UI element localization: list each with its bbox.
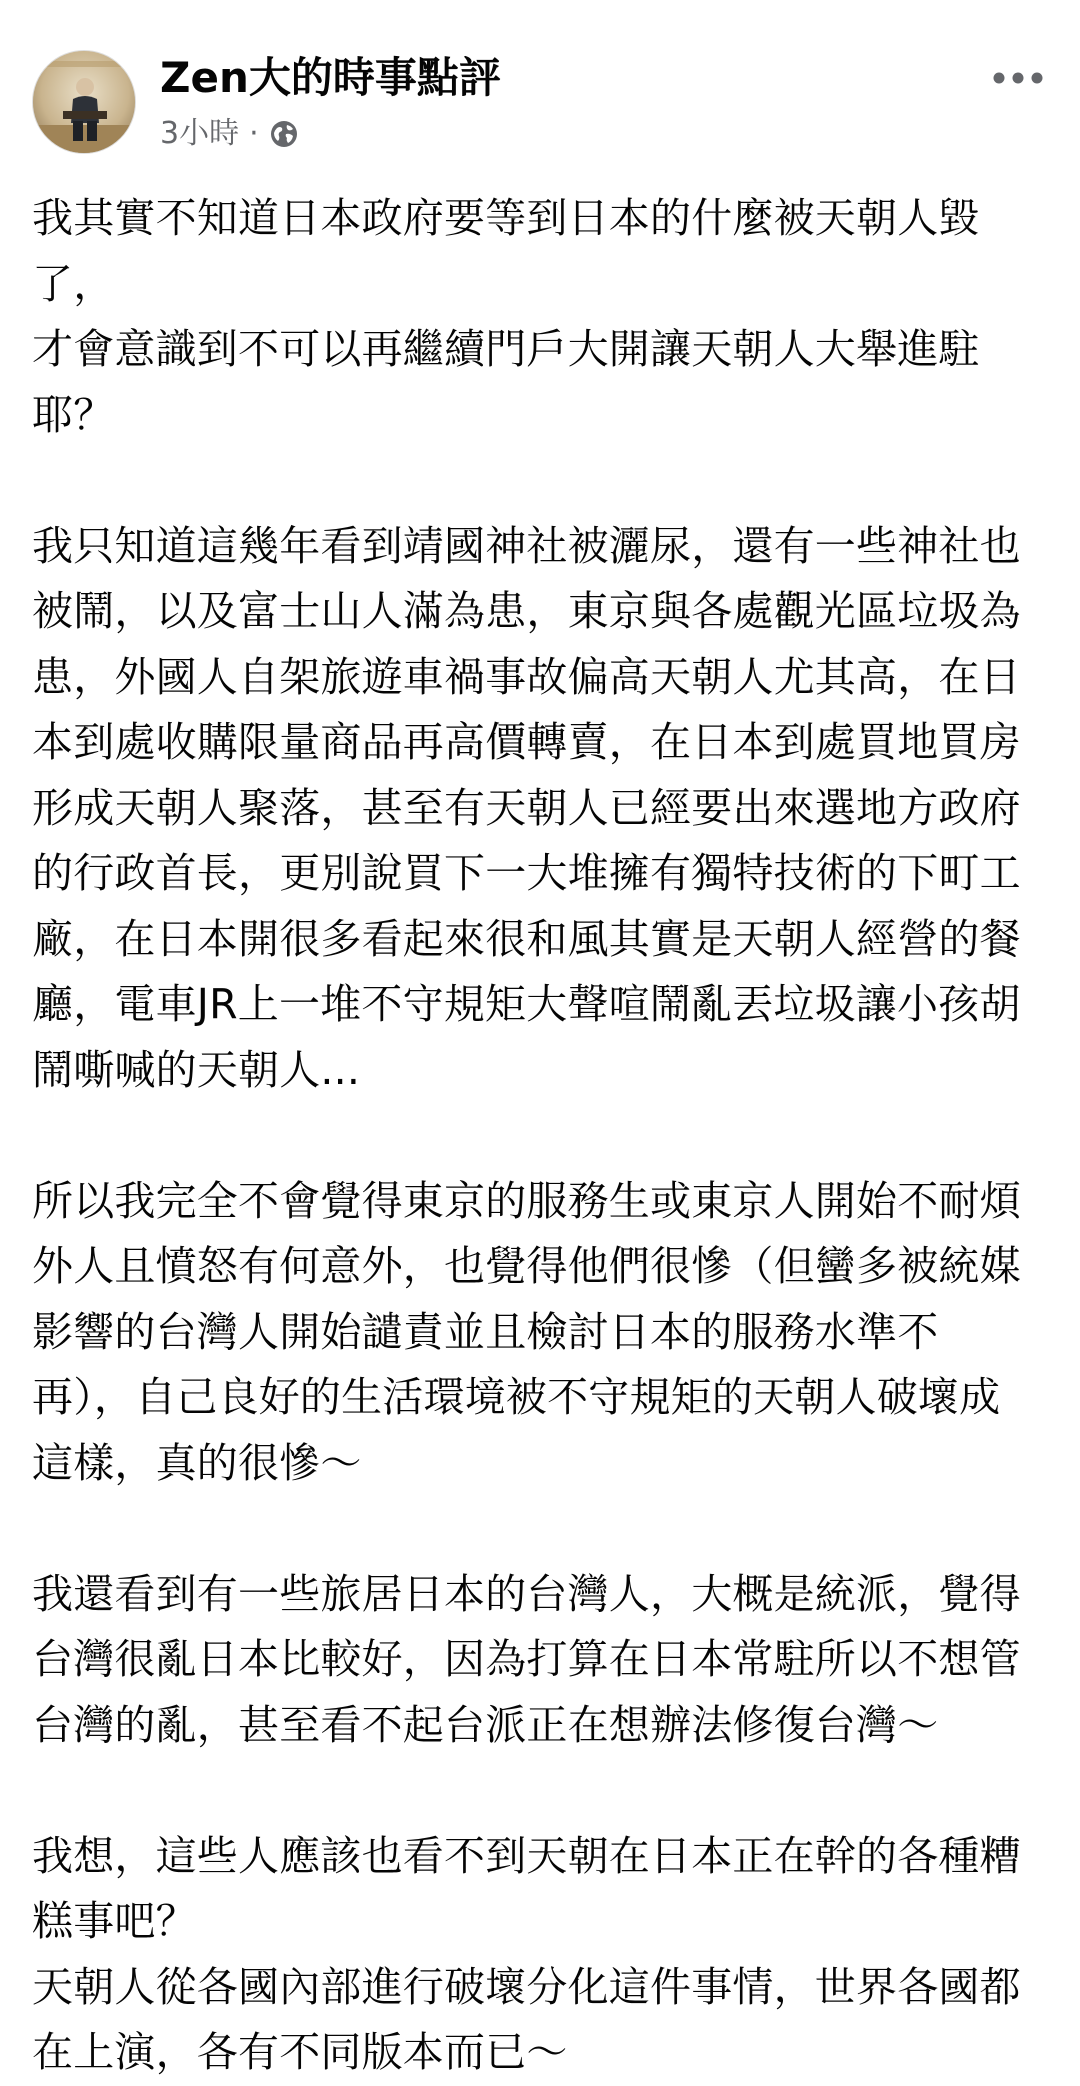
post-paragraph <box>32 514 1048 1104</box>
post-text-line: 我只知道這幾年看到靖國神社被灑尿，還有一些神社也 <box>32 521 1021 570</box>
post-text-line: 耶？ <box>32 390 115 439</box>
author-name[interactable]: Zen大的時事點評 <box>160 53 501 102</box>
post-text-line: 形成天朝人聚落，甚至有天朝人已經要出來選地方政府 <box>32 783 1021 832</box>
post-text-line: 鬧嘶喊的天朝人... <box>32 1045 361 1094</box>
post-body <box>32 186 1048 2086</box>
post-paragraph <box>32 1169 1048 1497</box>
post-text-line: 台灣的亂，甚至看不起台派正在想辦法修復台灣～ <box>32 1700 939 1749</box>
post-header <box>32 50 1048 160</box>
post-text-line: 我想，這些人應該也看不到天朝在日本正在幹的各種糟 <box>32 1831 1021 1880</box>
post-text-line: 才會意識到不可以再繼續門戶大開讓天朝人大舉進駐 <box>32 325 980 373</box>
author-avatar[interactable] <box>32 50 136 154</box>
post-text-line: 廠，在日本開很多看起來很和風其實是天朝人經營的餐 <box>32 914 1021 963</box>
more-options-icon <box>992 71 1044 85</box>
post-paragraph <box>32 1562 1048 1759</box>
more-options-button[interactable] <box>988 58 1048 98</box>
post-meta <box>160 114 299 154</box>
post-paragraph <box>32 186 1048 448</box>
meta-separator: · <box>249 116 259 151</box>
post-text-line: 影響的台灣人開始譴責並且檢討日本的服務水準不 <box>32 1307 939 1356</box>
post-text-line: 患，外國人自架旅遊車禍事故偏高天朝人尤其高，在日 <box>32 652 1021 701</box>
post-text-line: 我其實不知道日本政府要等到日本的什麼被天朝人毀 <box>32 194 980 242</box>
post-text-line: 了， <box>32 259 115 308</box>
post-text-line: 台灣很亂日本比較好，因為打算在日本常駐所以不想管 <box>32 1635 1021 1683</box>
post-text-line: 天朝人從各國內部進行破壞分化這件事情，世界各國都 <box>32 1962 1021 2011</box>
post-text-line: 這樣，真的很慘～ <box>32 1438 362 1487</box>
post-text-line: 廳，電車JR上一堆不守規矩大聲喧鬧亂丟垃圾讓小孩胡 <box>32 980 1021 1028</box>
post-text-line: 糕事吧？ <box>32 1897 197 1945</box>
post-timestamp[interactable]: 3小時 <box>160 116 240 151</box>
post-text-line: 我還看到有一些旅居日本的台灣人，大概是統派，覺得 <box>32 1569 1021 1618</box>
post-paragraph <box>32 1824 1048 2086</box>
post-text-line: 外人且憤怒有何意外，也覺得他們很慘（但蠻多被統媒 <box>32 1242 1021 1290</box>
post-text-line: 被鬧，以及富士山人滿為患，東京與各處觀光區垃圾為 <box>32 587 1021 635</box>
post-text-line: 本到處收購限量商品再高價轉賣，在日本到處買地買房 <box>32 718 1021 766</box>
post-text-line: 所以我完全不會覺得東京的服務生或東京人開始不耐煩 <box>32 1176 1021 1225</box>
post-text-line: 再），自己良好的生活環境被不守規矩的天朝人破壞成 <box>32 1373 1001 1421</box>
globe-icon[interactable] <box>269 119 299 149</box>
post-text-line: 在上演，各有不同版本而已～ <box>32 2028 568 2076</box>
avatar-photo-icon <box>33 51 136 154</box>
post-text-line: 的行政首長，更別說買下一大堆擁有獨特技術的下町工 <box>32 849 1021 897</box>
